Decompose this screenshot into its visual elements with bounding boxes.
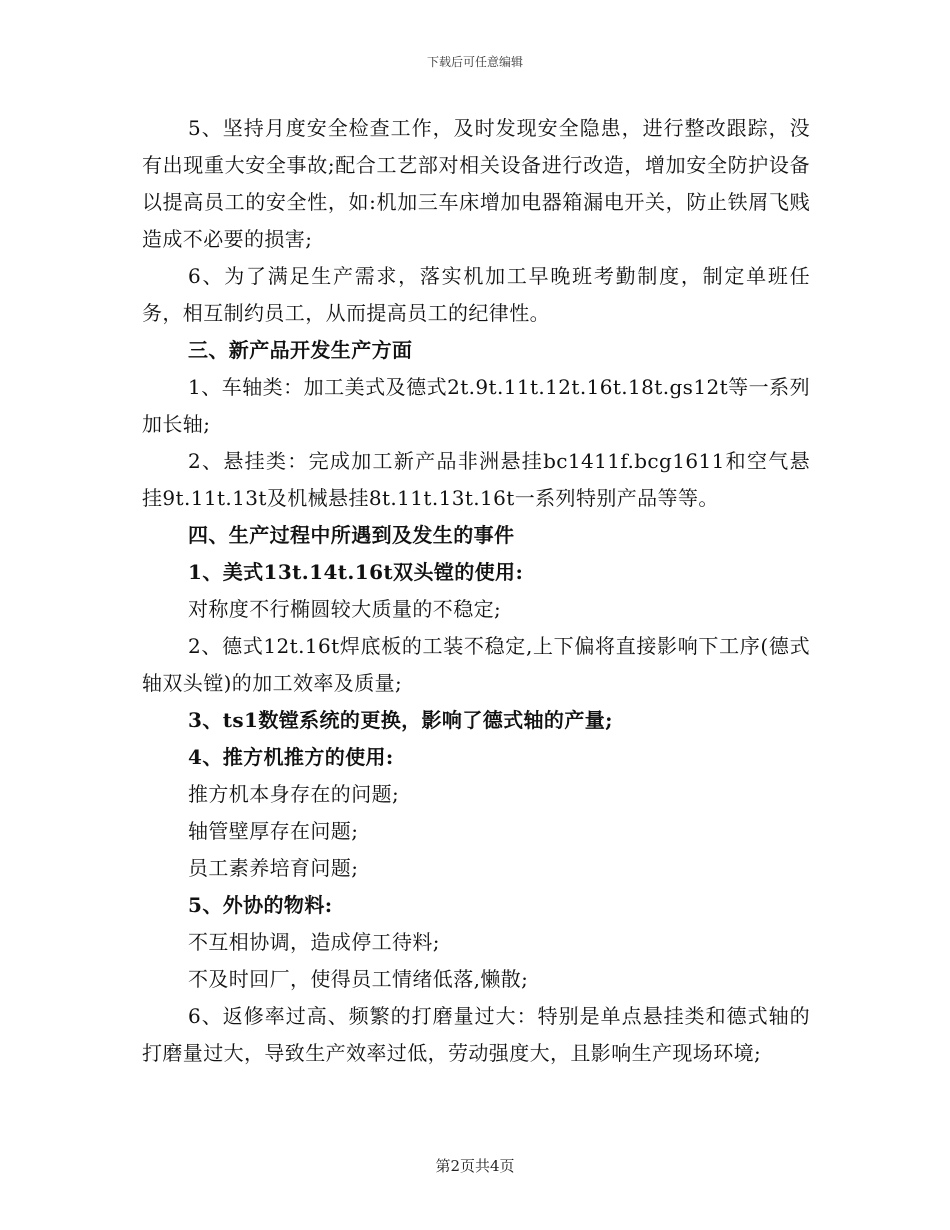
list-item: 不及时回厂，使得员工情绪低落,懒散;: [188, 967, 529, 991]
paragraph-axle-products: 1、车轴类：加工美式及德式2t.9t.11t.12t.16t.18t.gs12t等一系列加长轴;: [142, 375, 810, 436]
list-item: 对称度不行椭圆较大质量的不稳定;: [188, 597, 502, 621]
subheading-double-head-boring: 1、美式13t.14t.16t双头镗的使用:: [188, 560, 524, 584]
paragraph-rework-rate: 6、返修率过高、频繁的打磨量过大：特别是单点悬挂类和德式轴的打磨量过大，导致生产效率过低，劳动强度大，且影响生产现场环境;: [142, 1004, 810, 1065]
paragraph-safety-inspection: 5、坚持月度安全检查工作，及时发现安全隐患，进行整改跟踪，没有出现重大安全事故;配合工艺部对相关设备进行改造，增加安全防护设备以提高员工的安全性，如:机加三车床增加电器箱漏电开关，防止铁屑飞贱造成不必要的损害;: [142, 116, 810, 251]
paragraph-attendance-system: 6、为了满足生产需求，落实机加工早晚班考勤制度，制定单班任务，相互制约员工，从而提高员工的纪律性。: [142, 264, 810, 325]
document-body: [142, 110, 810, 1072]
paragraph-suspension-products: 2、悬挂类：完成加工新产品非洲悬挂bc1411f.bcg1611和空气悬挂9t.11t.13t及机械悬挂8t.11t.13t.16t一系列特别产品等等。: [142, 449, 810, 510]
subheading-outsourced-materials: 5、外协的物料:: [188, 893, 333, 917]
section-heading-new-products: 三、新产品开发生产方面: [188, 338, 413, 362]
subheading-ts1-system: 3、ts1数镗系统的更换，影响了德式轴的产量;: [188, 708, 613, 732]
paragraph-welding-fixture: 2、德式12t.16t焊底板的工装不稳定,上下偏将直接影响下工序(德式轴双头镗)的加工效率及质量;: [142, 634, 810, 695]
list-item: 员工素养培育问题;: [188, 856, 359, 880]
list-item: 轴管壁厚存在问题;: [188, 819, 359, 843]
list-item: 不互相协调，造成停工待料;: [188, 930, 440, 954]
page-footer: 第2页共4页: [435, 1157, 515, 1175]
list-item: 推方机本身存在的问题;: [188, 782, 400, 806]
subheading-pusher-machine: 4、推方机推方的使用:: [188, 745, 394, 769]
section-heading-production-events: 四、生产过程中所遇到及发生的事件: [188, 523, 515, 547]
page-header: 下载后可任意编辑: [426, 55, 523, 69]
